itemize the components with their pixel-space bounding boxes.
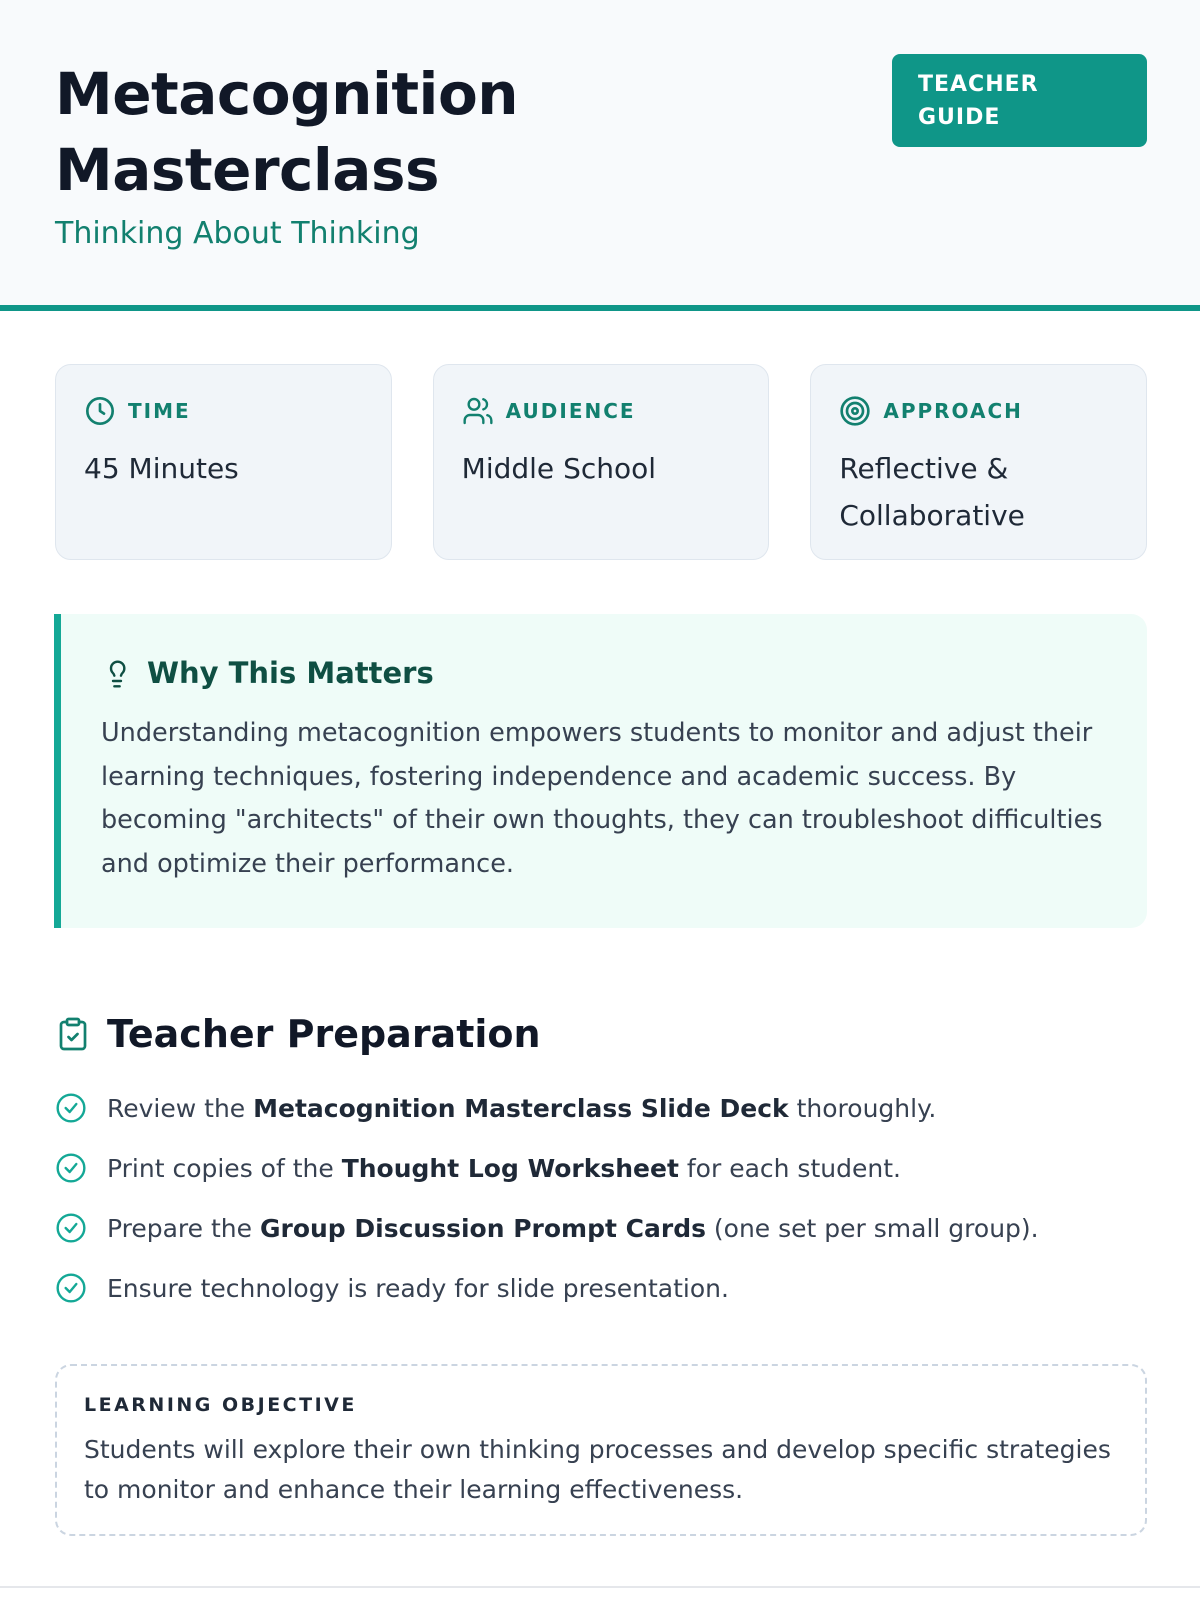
title-line-2: Masterclass — [55, 136, 439, 204]
title-line-1: Metacognition — [55, 60, 519, 128]
callout-title: Why This Matters — [147, 656, 434, 690]
divider — [0, 1586, 1200, 1588]
teacher-guide-badge — [892, 54, 1147, 147]
badge-line-1: TEACHER — [918, 72, 1039, 97]
check-circle-icon — [55, 1092, 87, 1124]
clock-icon — [84, 395, 116, 427]
card-header — [839, 395, 1118, 427]
card-label: APPROACH — [883, 399, 1023, 423]
card-label: TIME — [128, 399, 191, 423]
card-value — [839, 445, 1118, 539]
check-circle-icon — [55, 1212, 87, 1244]
section-title: Teacher Preparation — [107, 1012, 541, 1056]
check-circle-icon — [55, 1272, 87, 1304]
check-circle-icon — [55, 1152, 87, 1184]
card-value: Middle School — [461, 452, 657, 485]
callout-text: Understanding metacognition empowers students to monitor and adjust their learning techniques, fostering independence and academic success. By becoming "architects" of their own thoughts, they can troubleshoot difficulties and optimize their performance. — [101, 718, 1103, 879]
list-item — [55, 1078, 1147, 1138]
target-icon — [839, 395, 871, 427]
card-value-line-2: Collaborative — [839, 499, 1025, 532]
info-cards — [0, 311, 1200, 560]
page-header — [0, 0, 1200, 311]
objective-text: Students will explore their own thinking processes and develop specific strategies to monitor and enhance their learning effectiveness. — [84, 1435, 1111, 1504]
card-label: AUDIENCE — [505, 399, 636, 423]
card-header — [84, 395, 363, 427]
list-item-text: Review the Metacognition Masterclass Slide Deck thoroughly. — [107, 1093, 937, 1123]
clipboard-check-icon — [55, 1016, 91, 1052]
list-item-text: Prepare the Group Discussion Prompt Cards (one set per small group). — [107, 1213, 1039, 1243]
page-subtitle: Thinking About Thinking — [55, 216, 420, 251]
list-item-text: Print copies of the Thought Log Worksheet for each student. — [107, 1153, 901, 1183]
list-item-text: Ensure technology is ready for slide presentation. — [107, 1273, 729, 1303]
list-item — [55, 1138, 1147, 1198]
teacher-preparation-section — [0, 928, 1200, 1318]
lightbulb-icon — [101, 657, 133, 689]
card-value: 45 Minutes — [84, 452, 239, 485]
list-item — [55, 1198, 1147, 1258]
callout-header — [101, 656, 1107, 690]
users-icon — [462, 395, 494, 427]
learning-objective-box — [55, 1364, 1147, 1536]
preparation-list — [55, 1078, 1147, 1318]
card-value-line-1: Reflective & — [839, 452, 1009, 485]
card-header — [462, 395, 741, 427]
section-header — [55, 1012, 1147, 1056]
objective-label: LEARNING OBJECTIVE — [84, 1394, 357, 1416]
why-this-matters-callout — [54, 614, 1147, 928]
list-item — [55, 1258, 1147, 1318]
time-card — [55, 364, 392, 560]
approach-card — [810, 364, 1147, 560]
audience-card — [433, 364, 770, 560]
badge-line-2: GUIDE — [918, 105, 1001, 130]
